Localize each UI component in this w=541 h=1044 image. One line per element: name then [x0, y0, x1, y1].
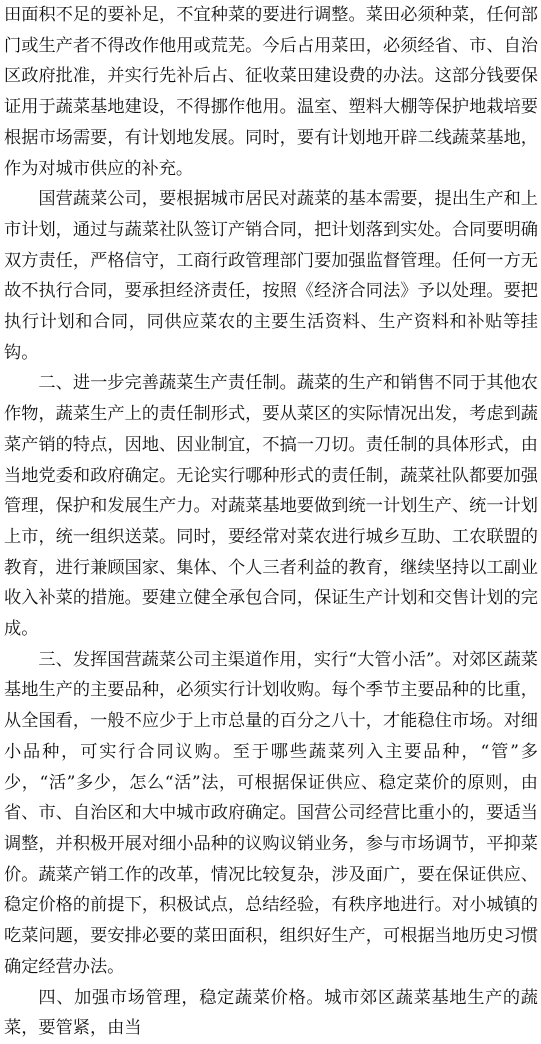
paragraph-3: 二、进一步完善蔬菜生产责任制。蔬菜的生产和销售不同于其他农作物，蔬菜生产上的责任制形式，要从菜区的实际情况出发，考虑到蔬菜产销的特点，因地、因业制宜，不搞一刀切。责任制的具体形式，由当地党委和政府确定。无论实行哪种形式的责任制，蔬菜社队都要加强管理，保护和发展生产力。对蔬菜基地要做到统一计划生产、统一计划上市，统一组织送菜。同时，要经常对菜农进行城乡互助、工农联盟的教育，进行兼顾国家、集体、个人三者利益的教育，继续坚持以工副业收入补菜的措施。要建立健全承包合同，保证生产计划和交售计划的完成。 — [4, 373, 538, 640]
paragraph-5: 四、加强市场管理，稳定蔬菜价格。城市郊区蔬菜基地生产的蔬菜，要管紧，由当 — [4, 987, 538, 1039]
paragraph-2: 国营蔬菜公司，要根据城市居民对蔬菜的基本需要，提出生产和上市计划，通过与蔬菜社队签订产销合同，把计划落到实处。合同要明确双方责任，严格信守，工商行政管理部门要加强监督管理。任何一方无故不执行合同，要承担经济责任，按照《经济合同法》予以处理。要把执行计划和合同，同供应菜农的主要生活资料、生产资料和补贴等挂钩。 — [4, 189, 538, 363]
paragraph-1: 田面积不足的要补足，不宜种菜的要进行调整。菜田必须种菜，任何部门或生产者不得改作他用或荒芜。今后占用菜田，必须经省、市、自治区政府批准，并实行先补后占、征收菜田建设费的办法。这部分钱要保证用于蔬菜基地建设，不得挪作他用。温室、塑料大棚等保护地栽培要根据市场需要，有计划地发展。同时，要有计划地开辟二线蔬菜基地，作为对城市供应的补充。 — [4, 5, 538, 179]
paragraph-4: 三、发挥国营蔬菜公司主渠道作用，实行“大管小活”。对郊区蔬菜基地生产的主要品种，必须实行计划收购。每个季节主要品种的比重，从全国看，一般不应少于上市总量的百分之八十，才能稳住市场。对细小品种，可实行合同议购。至于哪些蔬菜列入主要品种，“管”多少，“活”多少，怎么“活”法，可根据保证供应、稳定菜价的原则，由省、市、自治区和大中城市政府确定。国营公司经营比重小的，要适当调整，并积极开展对细小品种的议购议销业务，参与市场调节，平抑菜价。蔬菜产销工作的改革，情况比较复杂，涉及面广，要在保证供应、稳定价格的前提下，积极试点，总结经验，有秩序地进行。对小城镇的吃菜问题，要安排必要的菜田面积，组织好生产，可根据当地历史习惯确定经营办法。 — [4, 649, 538, 977]
document-page — [4, 0, 538, 1039]
